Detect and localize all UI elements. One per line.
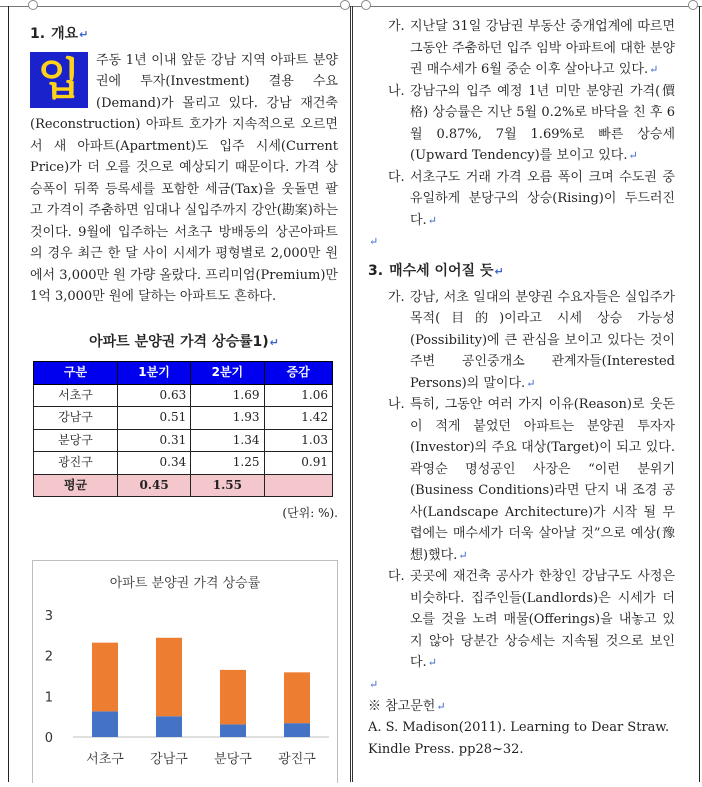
section-heading-1	[30, 24, 338, 46]
paragraph-mark-icon: ↵	[427, 656, 437, 669]
table-cell: 0.51	[117, 407, 190, 430]
list-marker: 가.	[388, 289, 405, 305]
bar-2분기	[220, 670, 246, 724]
list-item	[368, 81, 675, 167]
table-header-row	[34, 362, 333, 385]
page-left-border	[8, 6, 9, 782]
section-heading-3	[368, 261, 675, 283]
table-body	[34, 384, 333, 497]
paragraph-mark-icon: ↵	[494, 265, 504, 278]
table-row	[34, 384, 333, 407]
list-text: 특히, 그동안 여러 가지 이유(Reason)로 웃돈이 적게 붙었던 아파트는 분양권 투자자(Investor)의 주요 대상(Target)이 되고 있다. 곽영순 명성공인 사장은 “이런 분위기(Business Conditions)라면 단지 내 조경 공사(Landscape Architecture)가 시작 될 무렵에는 매수세가 더욱 살아날 것”으로 예상(豫想)했다.	[410, 397, 675, 563]
paragraph-mark-icon: ↵	[427, 213, 437, 227]
table-row	[34, 452, 333, 475]
x-tick-label: 강남구	[150, 752, 188, 767]
list-marker: 다.	[388, 169, 405, 185]
bar-1분기	[156, 716, 182, 737]
paragraph-mark-icon: ↵	[458, 548, 468, 562]
chart-container	[32, 560, 338, 783]
table-cell: 평균	[34, 474, 118, 497]
list-text: 곳곳에 재건축 공사가 한창인 강남구도 사정은 비슷하다. 집주인들(Landlords)은 시세가 더 오를 것을 노려 매물(Offerings)을 내놓고 있지 않아 당분간 상승세는 지속될 것으로 보인다.	[410, 569, 675, 670]
table-header-cell: 증감	[264, 362, 332, 385]
table-cell: 서초구	[34, 384, 118, 407]
bar-1분기	[92, 711, 118, 737]
table-cell: 1.25	[191, 452, 264, 475]
paragraph-mark-icon: ↵	[79, 28, 89, 41]
list-marker: 나.	[388, 397, 405, 412]
table-cell: 0.45	[117, 474, 190, 497]
table-cell: 1.42	[264, 407, 332, 430]
table-cell: 1.55	[191, 474, 264, 497]
table-cell	[264, 474, 332, 497]
list-marker: 다.	[388, 569, 405, 584]
paragraph-mark-icon: ↵	[369, 235, 379, 248]
paragraph-mark-icon: ↵	[369, 677, 379, 691]
reference-entry: A. S. Madison(2011). Learning to Dear Straw. Kindle Press. pp28~32.	[368, 720, 670, 757]
y-tick-label: 1	[44, 690, 53, 706]
table-row	[34, 407, 333, 430]
page-right-border	[699, 6, 700, 782]
paragraph-mark-icon: ↵	[628, 149, 638, 162]
paragraph-mark-icon: ↵	[649, 63, 659, 76]
list-item	[368, 167, 675, 232]
list-a	[368, 16, 675, 231]
table-cell: 0.31	[117, 429, 190, 452]
tab-marker-icon	[361, 0, 371, 10]
list-item	[368, 566, 675, 674]
section-number: 3.	[368, 263, 384, 279]
y-tick-label: 2	[44, 649, 53, 665]
bar-2분기	[156, 638, 182, 716]
list-marker: 가.	[388, 19, 405, 34]
chart-title: 아파트 분양권 가격 상승률	[109, 576, 261, 591]
table-average-row	[34, 474, 333, 497]
table-cell: 강남구	[34, 407, 118, 430]
y-tick-label: 0	[44, 731, 53, 746]
list-marker: 나.	[388, 83, 405, 99]
tab-marker-icon	[688, 0, 698, 10]
x-tick-label: 분당구	[214, 752, 252, 767]
chart-bars	[92, 638, 310, 737]
table-cell: 0.91	[264, 452, 332, 475]
reference-heading: ※ 참고문헌↵	[368, 698, 446, 714]
table-cell: 0.63	[117, 384, 190, 407]
paragraph-mark-icon: ↵	[436, 699, 446, 713]
bar-2분기	[284, 672, 310, 723]
table-cell: 분당구	[34, 429, 118, 452]
table-cell: 1.06	[264, 384, 332, 407]
list-text: 지난달 31일 강남권 부동산 중개업계에 따르면 그동안 주춤하던 입주 임박 아파트에 대한 분양권 매수세가 6월 중순 이후 살아나고 있다.	[410, 19, 675, 77]
unit-note: (단위: %).	[282, 506, 338, 520]
table-cell: 광진구	[34, 452, 118, 475]
tab-marker-icon	[340, 0, 350, 10]
table-header-cell: 2분기	[191, 362, 264, 385]
x-tick-label: 광진구	[278, 752, 316, 767]
section-title: 매수세 이어질 듯	[389, 263, 494, 279]
list-b	[368, 287, 675, 674]
paragraph-mark-icon: ↵	[526, 376, 536, 390]
table-cell: 0.34	[117, 452, 190, 475]
table-header-cell: 1분기	[117, 362, 190, 385]
table-row	[34, 429, 333, 452]
right-column	[368, 16, 675, 760]
section-number: 1.	[30, 26, 46, 42]
tab-marker-icon	[28, 0, 38, 10]
list-item	[368, 394, 675, 566]
list-text: 강남, 서초 일대의 분양권 수요자들은 실입주가 목적(目的)이라고 시세 상승 가능성(Possibility)에 큰 관심을 보이고 있다는 것이 주변 공인중개소 관계자들(Interested Persons)의 말이다.	[410, 289, 675, 391]
table-header-cell: 구분	[34, 362, 118, 385]
left-column	[30, 16, 338, 525]
bar-1분기	[284, 723, 310, 737]
table-cell: 1.03	[264, 429, 332, 452]
paragraph-mark-icon: ↵	[269, 335, 279, 349]
list-item	[368, 287, 675, 395]
list-item	[368, 16, 675, 81]
x-tick-label: 서초구	[86, 752, 124, 767]
stacked-bar-chart	[33, 561, 337, 783]
list-text: 강남구의 입주 예정 1년 미만 분양권 가격(價格) 상승률은 지난 5월 0.2%로 바닥을 친 후 6월 0.87%, 7월 1.69%로 빠른 상승세(Upward Tendency)를 보이고 있다.	[410, 83, 675, 163]
bar-1분기	[220, 724, 246, 737]
table-cell: 1.69	[191, 384, 264, 407]
column-divider	[350, 6, 353, 782]
section-title: 개요	[51, 26, 79, 42]
table-cell: 1.93	[191, 407, 264, 430]
table-title: 아파트 분양권 가격 상승률1)↵	[89, 333, 279, 350]
bar-2분기	[92, 643, 118, 712]
table-cell: 1.34	[191, 429, 264, 452]
price-table	[33, 361, 333, 497]
intro-paragraph: 주동 1년 이내 앞둔 강남 지역 아파트 분양권에 투자(Investment) 결용 수요(Demand)가 몰리고 있다. 강남 재건축(Reconstruction) 아파트 호가가 지속적으로 오르면서 새 아파트(Apartment)도 입주 시세(Current Price)가 더 오를 것으로 예상되기 때문이다. 가격 상승폭이 뒤쭉 등록세를 포함한 세금(Tax)을 웃돌면 팔고 가격이 주춤하면 임대나 실입주까지 강안(勘案)하는 것이다. 9월에 입주하는 서초구 방배동의 상곤아파트의 경우 최근 한 달 사이 시세가 평형별로 2,000만 원에서 3,000만 원 가량 올랐다. 프리미엄(Premium)만 1억 3,000만 원에 달하는 아파트도 흔하다.	[30, 52, 338, 304]
drop-cap: 입	[30, 52, 88, 108]
list-text: 서초구도 거래 가격 오름 폭이 크며 수도권 중 유일하게 분당구의 상승(Rising)이 두드러진다.	[410, 169, 675, 228]
y-tick-label: 3	[44, 609, 53, 624]
